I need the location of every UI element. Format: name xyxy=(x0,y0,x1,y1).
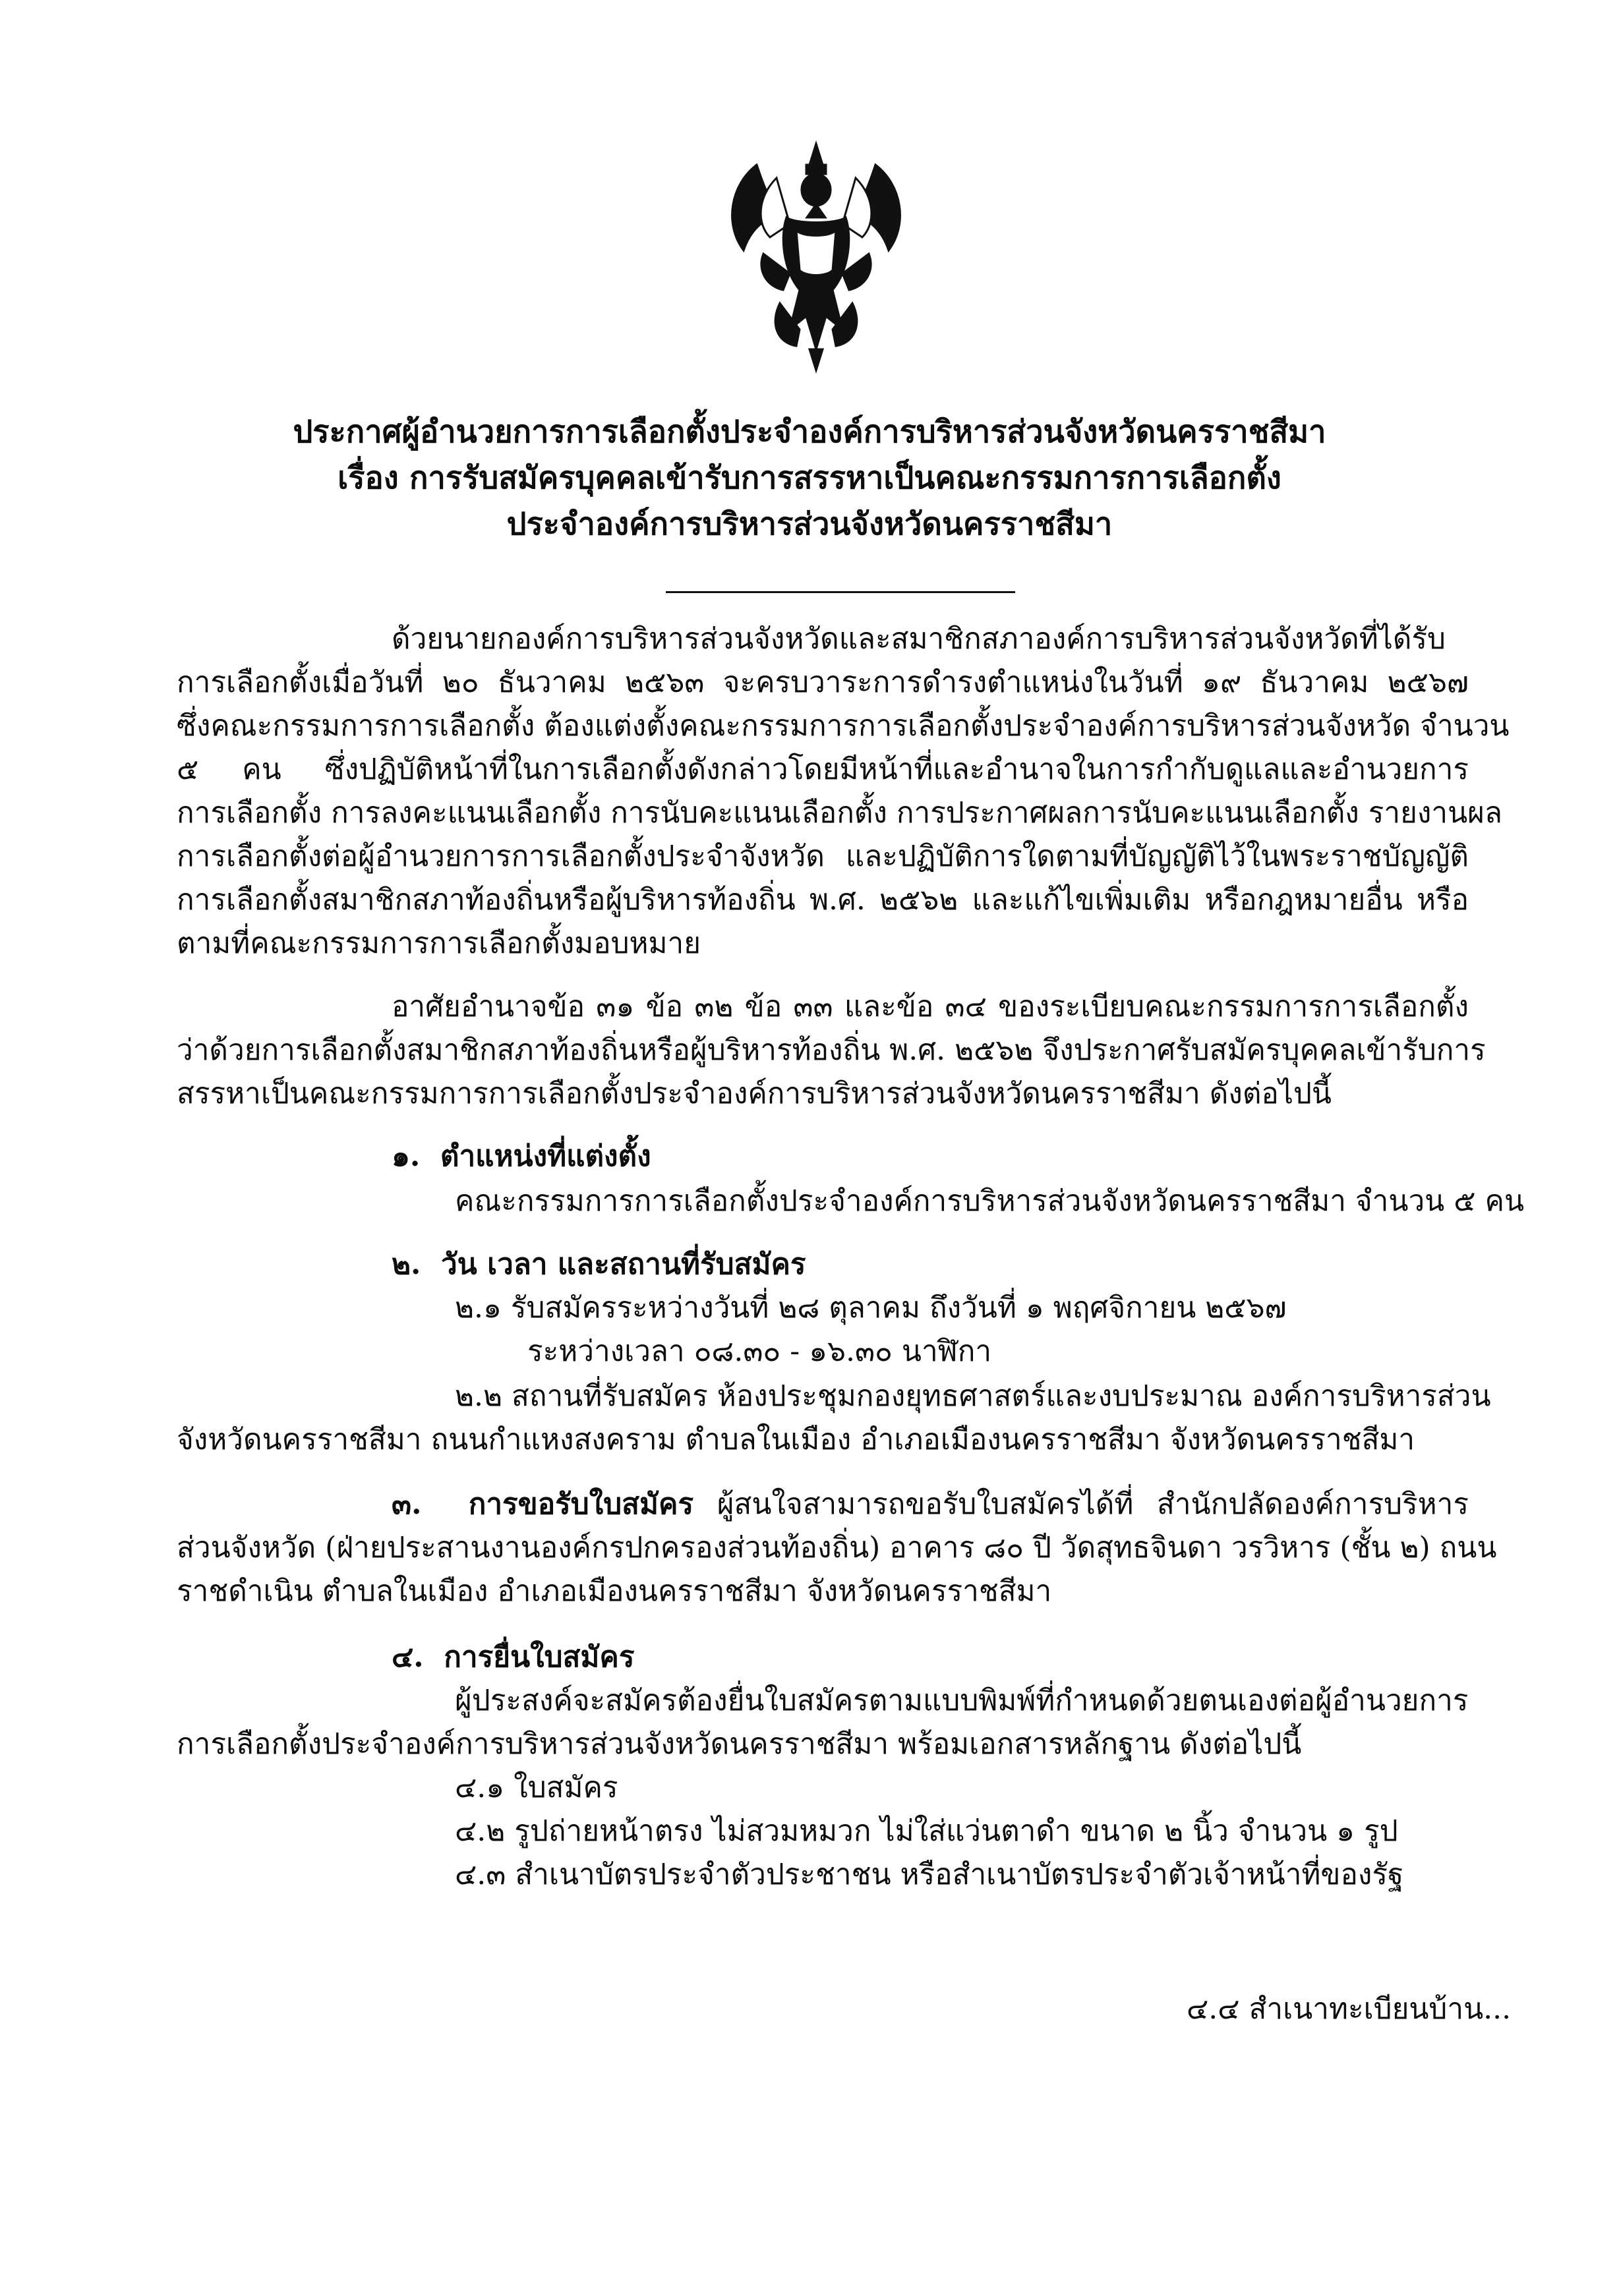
section-3-line-1 xyxy=(392,1483,1469,1526)
authority-line: สรรหาเป็นคณะกรรมการการเลือกตั้งประจำองค์การบริหารส่วนจังหวัดนครราชสีมา ดังต่อไปนี้ xyxy=(177,1077,1332,1110)
title-divider xyxy=(666,591,1015,593)
section-4-line-1: ผู้ประสงค์จะสมัครต้องยื่นใบสมัครตามแบบพิมพ์ที่กำหนดด้วยตนเองต่อผู้อำนวยการ xyxy=(455,1684,1469,1717)
announcement-title: ประกาศผู้อำนวยการการเลือกตั้งประจำองค์การบริหารส่วนจังหวัดนครราชสีมา xyxy=(293,414,1326,450)
intro-line: การเลือกตั้ง การลงคะแนนเลือกตั้ง การนับคะแนนเลือกตั้ง การประกาศผลการนับคะแนนเลือกตั้ง รายงานผล xyxy=(177,796,1502,830)
announcement-subject-cont: ประจำองค์การบริหารส่วนจังหวัดนครราชสีมา xyxy=(506,506,1113,542)
announcement-subject: เรื่อง การรับสมัครบุคคลเข้ารับการสรรหาเป็นคณะกรรมการการเลือกตั้ง xyxy=(338,460,1281,496)
section-1-body: คณะกรรมการการเลือกตั้งประจำองค์การบริหารส่วนจังหวัดนครราชสีมา จำนวน ๕ คน xyxy=(455,1184,1525,1218)
continuation-note: ๔.๔ สำเนาทะเบียนบ้าน... xyxy=(1187,1992,1512,2026)
section-2-item-1: ๒.๑ รับสมัครระหว่างวันที่ ๒๘ ตุลาคม ถึงวันที่ ๑ พฤศจิกายน ๒๕๖๗ xyxy=(455,1291,1287,1325)
section-3-title: การขอรับใบสมัคร xyxy=(468,1487,694,1521)
section-3-line-3: ราชดำเนิน ตำบลในเมือง อำเภอเมืองนครราชสีมา จังหวัดนครราชสีมา xyxy=(177,1574,1052,1608)
authority-line: ว่าด้วยการเลือกตั้งสมาชิกสภาท้องถิ่นหรือผู้บริหารท้องถิ่น พ.ศ. ๒๕๖๒ จึงประกาศรับสมัครบุคคลเข้ารับการ xyxy=(177,1033,1486,1067)
section-2-number: ๒. xyxy=(392,1248,421,1281)
section-1-number: ๑. xyxy=(392,1139,421,1173)
section-3-text: ผู้สนใจสามารถขอรับใบสมัครได้ที่ สำนักปลัดองค์การบริหาร xyxy=(717,1487,1469,1521)
section-4-item: ๔.๓ สำเนาบัตรประจำตัวประชาชน หรือสำเนาบัตรประจำตัวเจ้าหน้าที่ของรัฐ xyxy=(455,1858,1404,1891)
section-4-item: ๔.๒ รูปถ่ายหน้าตรง ไม่สวมหมวก ไม่ใส่แว่นตาดำ ขนาด ๒ นิ้ว จำนวน ๑ รูป xyxy=(455,1814,1398,1848)
section-4-line-2: การเลือกตั้งประจำองค์การบริหารส่วนจังหวัดนครราชสีมา พร้อมเอกสารหลักฐาน ดังต่อไปนี้ xyxy=(177,1727,1302,1761)
intro-line: ซึ่งคณะกรรมการการเลือกตั้ง ต้องแต่งตั้งคณะกรรมการการเลือกตั้งประจำองค์การบริหารส่วนจังหวัด จำนวน xyxy=(177,709,1510,743)
intro-line: การเลือกตั้งเมื่อวันที่ ๒๐ ธันวาคม ๒๕๖๓ จะครบวาระการดำรงตำแหน่งในวันที่ ๑๙ ธันวาคม ๒๕๖๗ xyxy=(177,666,1469,699)
section-2-heading xyxy=(392,1243,806,1286)
section-2-item-1-time: ระหว่างเวลา ๐๘.๓๐ - ๑๖.๓๐ นาฬิกา xyxy=(527,1335,992,1368)
section-3-number: ๓. xyxy=(392,1487,422,1521)
section-4-item: ๔.๑ ใบสมัคร xyxy=(455,1771,618,1804)
intro-line: ๕ คน ซึ่งปฏิบัติหน้าที่ในการเลือกตั้งดังกล่าวโดยมีหน้าที่และอำนาจในการกำกับดูแลและอำนวยการ xyxy=(177,753,1469,786)
section-1-title: ตำแหน่งที่แต่งตั้ง xyxy=(440,1139,651,1173)
intro-line: ตามที่คณะกรรมการการเลือกตั้งมอบหมาย xyxy=(177,927,701,960)
section-1-heading xyxy=(392,1135,651,1178)
section-2-item-2-cont: จังหวัดนครราชสีมา ถนนกำแหงสงคราม ตำบลในเมือง อำเภอเมืองนครราชสีมา จังหวัดนครราชสีมา xyxy=(177,1423,1415,1456)
section-3-line-2: ส่วนจังหวัด (ฝ่ายประสานงานองค์กรปกครองส่วนท้องถิ่น) อาคาร ๘๐ ปี วัดสุทธจินดา วรวิหาร (ชั้น ๒) ถนน xyxy=(177,1531,1497,1564)
authority-line: อาศัยอำนาจข้อ ๓๑ ข้อ ๓๒ ข้อ ๓๓ และข้อ ๓๔ ของระเบียบคณะกรรมการการเลือกตั้ง xyxy=(392,990,1469,1023)
section-4-number: ๔. xyxy=(392,1640,424,1674)
garuda-emblem xyxy=(717,138,915,376)
intro-line: การเลือกตั้งต่อผู้อำนวยการการเลือกตั้งประจำจังหวัด และปฏิบัติการใดตามที่บัญญัติไว้ในพระราชบัญญัติ xyxy=(177,840,1469,873)
section-2-item-2: ๒.๒ สถานที่รับสมัคร ห้องประชุมกองยุทธศาสตร์และงบประมาณ องค์การบริหารส่วน xyxy=(455,1379,1491,1413)
intro-line: การเลือกตั้งสมาชิกสภาท้องถิ่นหรือผู้บริหารท้องถิ่น พ.ศ. ๒๕๖๒ และแก้ไขเพิ่มเติม หรือกฎหมายอื่น หรือ xyxy=(177,883,1469,917)
section-4-heading xyxy=(392,1636,634,1679)
intro-line: ด้วยนายกองค์การบริหารส่วนจังหวัดและสมาชิกสภาองค์การบริหารส่วนจังหวัดที่ได้รับ xyxy=(392,622,1446,656)
section-2-title: วัน เวลา และสถานที่รับสมัคร xyxy=(440,1248,806,1281)
section-4-title: การยื่นใบสมัคร xyxy=(444,1640,635,1674)
